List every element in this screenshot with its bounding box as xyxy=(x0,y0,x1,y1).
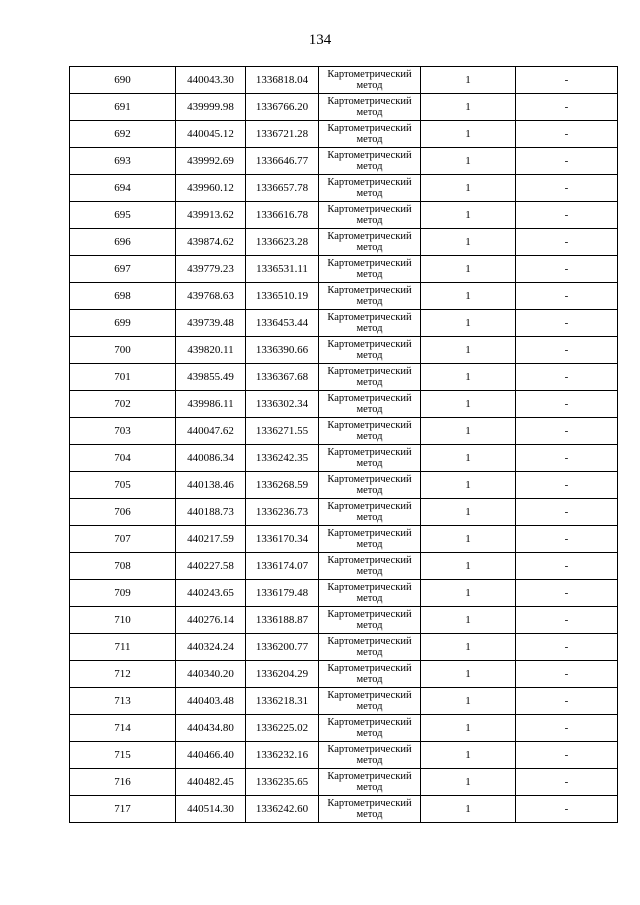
point-number-cell: 705 xyxy=(70,472,176,499)
accuracy-cell: 1 xyxy=(421,202,516,229)
note-cell: - xyxy=(516,94,618,121)
coordinate-y-cell: 1336766.20 xyxy=(246,94,319,121)
table-row xyxy=(70,391,618,418)
point-number-cell: 712 xyxy=(70,661,176,688)
accuracy-cell: 1 xyxy=(421,688,516,715)
method-cell: Картометрический метод xyxy=(319,715,421,742)
coordinate-y-cell: 1336225.02 xyxy=(246,715,319,742)
note-cell: - xyxy=(516,499,618,526)
method-cell: Картометрический метод xyxy=(319,580,421,607)
table-row xyxy=(70,715,618,742)
coordinate-x-cell: 440243.65 xyxy=(176,580,246,607)
method-cell: Картометрический метод xyxy=(319,418,421,445)
coordinate-y-cell: 1336200.77 xyxy=(246,634,319,661)
accuracy-cell: 1 xyxy=(421,121,516,148)
point-number-cell: 700 xyxy=(70,337,176,364)
point-number-cell: 698 xyxy=(70,283,176,310)
method-cell: Картометрический метод xyxy=(319,499,421,526)
method-cell: Картометрический метод xyxy=(319,94,421,121)
page-number: 134 xyxy=(308,32,332,48)
coordinate-x-cell: 440434.80 xyxy=(176,715,246,742)
note-cell: - xyxy=(516,526,618,553)
accuracy-cell: 1 xyxy=(421,337,516,364)
table-row xyxy=(70,688,618,715)
coordinate-x-cell: 440514.30 xyxy=(176,796,246,823)
coordinate-y-cell: 1336170.34 xyxy=(246,526,319,553)
coordinate-y-cell: 1336367.68 xyxy=(246,364,319,391)
point-number-cell: 695 xyxy=(70,202,176,229)
table-row xyxy=(70,580,618,607)
coordinate-x-cell: 440047.62 xyxy=(176,418,246,445)
table-row xyxy=(70,175,618,202)
method-cell: Картометрический метод xyxy=(319,445,421,472)
table-row xyxy=(70,121,618,148)
method-cell: Картометрический метод xyxy=(319,256,421,283)
coordinate-y-cell: 1336302.34 xyxy=(246,391,319,418)
accuracy-cell: 1 xyxy=(421,175,516,202)
table-row xyxy=(70,769,618,796)
coordinate-y-cell: 1336453.44 xyxy=(246,310,319,337)
coordinate-x-cell: 439779.23 xyxy=(176,256,246,283)
coordinate-x-cell: 440466.40 xyxy=(176,742,246,769)
coordinate-x-cell: 439913.62 xyxy=(176,202,246,229)
point-number-cell: 692 xyxy=(70,121,176,148)
coordinate-y-cell: 1336390.66 xyxy=(246,337,319,364)
note-cell: - xyxy=(516,553,618,580)
coordinate-x-cell: 439992.69 xyxy=(176,148,246,175)
table-row xyxy=(70,418,618,445)
coordinate-x-cell: 439855.49 xyxy=(176,364,246,391)
coordinate-x-cell: 439820.11 xyxy=(176,337,246,364)
table-row xyxy=(70,364,618,391)
note-cell: - xyxy=(516,769,618,796)
note-cell: - xyxy=(516,661,618,688)
coordinate-x-cell: 440043.30 xyxy=(176,67,246,94)
method-cell: Картометрический метод xyxy=(319,526,421,553)
note-cell: - xyxy=(516,634,618,661)
point-number-cell: 694 xyxy=(70,175,176,202)
table-row xyxy=(70,796,618,823)
method-cell: Картометрический метод xyxy=(319,634,421,661)
method-cell: Картометрический метод xyxy=(319,472,421,499)
point-number-cell: 710 xyxy=(70,607,176,634)
accuracy-cell: 1 xyxy=(421,310,516,337)
table-row xyxy=(70,202,618,229)
method-cell: Картометрический метод xyxy=(319,229,421,256)
method-cell: Картометрический метод xyxy=(319,742,421,769)
table-row xyxy=(70,742,618,769)
accuracy-cell: 1 xyxy=(421,418,516,445)
accuracy-cell: 1 xyxy=(421,634,516,661)
accuracy-cell: 1 xyxy=(421,499,516,526)
method-cell: Картометрический метод xyxy=(319,283,421,310)
coordinate-x-cell: 440086.34 xyxy=(176,445,246,472)
table-row xyxy=(70,499,618,526)
point-number-cell: 690 xyxy=(70,67,176,94)
coordinate-y-cell: 1336179.48 xyxy=(246,580,319,607)
point-number-cell: 696 xyxy=(70,229,176,256)
coordinate-x-cell: 440276.14 xyxy=(176,607,246,634)
method-cell: Картометрический метод xyxy=(319,769,421,796)
table-row xyxy=(70,553,618,580)
note-cell: - xyxy=(516,715,618,742)
note-cell: - xyxy=(516,67,618,94)
coordinate-x-cell: 440138.46 xyxy=(176,472,246,499)
method-cell: Картометрический метод xyxy=(319,175,421,202)
point-number-cell: 704 xyxy=(70,445,176,472)
point-number-cell: 716 xyxy=(70,769,176,796)
coordinate-x-cell: 439874.62 xyxy=(176,229,246,256)
coordinate-y-cell: 1336616.78 xyxy=(246,202,319,229)
note-cell: - xyxy=(516,148,618,175)
note-cell: - xyxy=(516,418,618,445)
point-number-cell: 707 xyxy=(70,526,176,553)
point-number-cell: 693 xyxy=(70,148,176,175)
table-row xyxy=(70,229,618,256)
method-cell: Картометрический метод xyxy=(319,688,421,715)
coordinate-y-cell: 1336623.28 xyxy=(246,229,319,256)
point-number-cell: 699 xyxy=(70,310,176,337)
accuracy-cell: 1 xyxy=(421,661,516,688)
note-cell: - xyxy=(516,688,618,715)
accuracy-cell: 1 xyxy=(421,67,516,94)
point-number-cell: 703 xyxy=(70,418,176,445)
note-cell: - xyxy=(516,364,618,391)
coordinate-y-cell: 1336174.07 xyxy=(246,553,319,580)
point-number-cell: 717 xyxy=(70,796,176,823)
coordinate-y-cell: 1336232.16 xyxy=(246,742,319,769)
table-row xyxy=(70,445,618,472)
note-cell: - xyxy=(516,337,618,364)
note-cell: - xyxy=(516,580,618,607)
accuracy-cell: 1 xyxy=(421,148,516,175)
table-row xyxy=(70,310,618,337)
point-number-cell: 691 xyxy=(70,94,176,121)
table-row xyxy=(70,256,618,283)
coordinate-y-cell: 1336235.65 xyxy=(246,769,319,796)
coordinate-y-cell: 1336188.87 xyxy=(246,607,319,634)
note-cell: - xyxy=(516,445,618,472)
accuracy-cell: 1 xyxy=(421,580,516,607)
method-cell: Картометрический метод xyxy=(319,202,421,229)
method-cell: Картометрический метод xyxy=(319,391,421,418)
coordinate-x-cell: 439768.63 xyxy=(176,283,246,310)
accuracy-cell: 1 xyxy=(421,472,516,499)
accuracy-cell: 1 xyxy=(421,796,516,823)
point-number-cell: 711 xyxy=(70,634,176,661)
coordinate-y-cell: 1336510.19 xyxy=(246,283,319,310)
table-row xyxy=(70,67,618,94)
coordinate-x-cell: 439739.48 xyxy=(176,310,246,337)
coordinate-y-cell: 1336721.28 xyxy=(246,121,319,148)
coordinate-y-cell: 1336218.31 xyxy=(246,688,319,715)
method-cell: Картометрический метод xyxy=(319,67,421,94)
coordinate-x-cell: 440227.58 xyxy=(176,553,246,580)
point-number-cell: 714 xyxy=(70,715,176,742)
note-cell: - xyxy=(516,121,618,148)
note-cell: - xyxy=(516,472,618,499)
method-cell: Картометрический метод xyxy=(319,607,421,634)
note-cell: - xyxy=(516,256,618,283)
table-row xyxy=(70,283,618,310)
point-number-cell: 701 xyxy=(70,364,176,391)
coordinate-x-cell: 439986.11 xyxy=(176,391,246,418)
coordinate-x-cell: 439999.98 xyxy=(176,94,246,121)
coordinate-y-cell: 1336646.77 xyxy=(246,148,319,175)
accuracy-cell: 1 xyxy=(421,364,516,391)
method-cell: Картометрический метод xyxy=(319,364,421,391)
accuracy-cell: 1 xyxy=(421,256,516,283)
accuracy-cell: 1 xyxy=(421,607,516,634)
note-cell: - xyxy=(516,202,618,229)
point-number-cell: 713 xyxy=(70,688,176,715)
note-cell: - xyxy=(516,742,618,769)
point-number-cell: 702 xyxy=(70,391,176,418)
coordinate-x-cell: 440403.48 xyxy=(176,688,246,715)
coordinate-x-cell: 440188.73 xyxy=(176,499,246,526)
accuracy-cell: 1 xyxy=(421,229,516,256)
coordinate-y-cell: 1336268.59 xyxy=(246,472,319,499)
coordinate-y-cell: 1336271.55 xyxy=(246,418,319,445)
table-row xyxy=(70,634,618,661)
note-cell: - xyxy=(516,391,618,418)
coordinate-y-cell: 1336236.73 xyxy=(246,499,319,526)
method-cell: Картометрический метод xyxy=(319,310,421,337)
coordinate-y-cell: 1336657.78 xyxy=(246,175,319,202)
method-cell: Картометрический метод xyxy=(319,661,421,688)
method-cell: Картометрический метод xyxy=(319,337,421,364)
coordinate-y-cell: 1336242.35 xyxy=(246,445,319,472)
note-cell: - xyxy=(516,796,618,823)
coordinates-table xyxy=(69,66,618,823)
accuracy-cell: 1 xyxy=(421,715,516,742)
coordinate-y-cell: 1336242.60 xyxy=(246,796,319,823)
accuracy-cell: 1 xyxy=(421,526,516,553)
accuracy-cell: 1 xyxy=(421,94,516,121)
coordinate-y-cell: 1336204.29 xyxy=(246,661,319,688)
accuracy-cell: 1 xyxy=(421,769,516,796)
method-cell: Картометрический метод xyxy=(319,553,421,580)
accuracy-cell: 1 xyxy=(421,742,516,769)
coordinate-x-cell: 440482.45 xyxy=(176,769,246,796)
table-row xyxy=(70,148,618,175)
accuracy-cell: 1 xyxy=(421,283,516,310)
coordinate-y-cell: 1336531.11 xyxy=(246,256,319,283)
coordinate-x-cell: 440217.59 xyxy=(176,526,246,553)
coordinate-x-cell: 440340.20 xyxy=(176,661,246,688)
point-number-cell: 706 xyxy=(70,499,176,526)
method-cell: Картометрический метод xyxy=(319,121,421,148)
coordinate-x-cell: 440045.12 xyxy=(176,121,246,148)
note-cell: - xyxy=(516,310,618,337)
table-row xyxy=(70,526,618,553)
coordinate-y-cell: 1336818.04 xyxy=(246,67,319,94)
note-cell: - xyxy=(516,229,618,256)
accuracy-cell: 1 xyxy=(421,445,516,472)
coordinate-x-cell: 439960.12 xyxy=(176,175,246,202)
table-row xyxy=(70,337,618,364)
point-number-cell: 715 xyxy=(70,742,176,769)
point-number-cell: 709 xyxy=(70,580,176,607)
note-cell: - xyxy=(516,607,618,634)
accuracy-cell: 1 xyxy=(421,553,516,580)
accuracy-cell: 1 xyxy=(421,391,516,418)
table-row xyxy=(70,94,618,121)
note-cell: - xyxy=(516,175,618,202)
coordinate-x-cell: 440324.24 xyxy=(176,634,246,661)
table-row xyxy=(70,472,618,499)
table-row xyxy=(70,607,618,634)
point-number-cell: 697 xyxy=(70,256,176,283)
note-cell: - xyxy=(516,283,618,310)
table-row xyxy=(70,661,618,688)
method-cell: Картометрический метод xyxy=(319,148,421,175)
coordinates-table-body xyxy=(70,67,618,823)
method-cell: Картометрический метод xyxy=(319,796,421,823)
point-number-cell: 708 xyxy=(70,553,176,580)
